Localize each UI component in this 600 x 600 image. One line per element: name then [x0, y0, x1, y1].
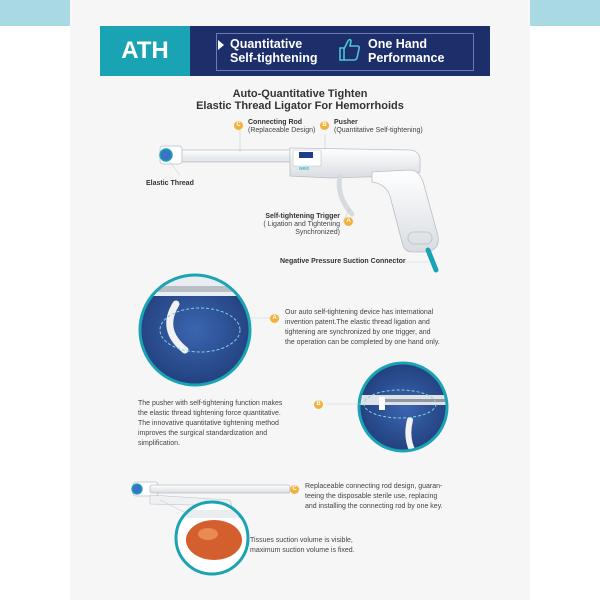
tagline-2-line-2: Performance [368, 51, 445, 65]
feature-a-badge: A [270, 314, 279, 323]
detail-circle-trigger [130, 270, 270, 390]
trigger-title: Self-tightening Trigger [265, 213, 340, 220]
pusher-title: Pusher [334, 119, 358, 126]
pusher-sub: (Quantitative Self-tightening) [334, 127, 423, 134]
feature-c-badge: C [290, 485, 299, 494]
feature-b-line: simplification. [138, 440, 181, 447]
badge-c: C [234, 121, 243, 130]
title-line-2: Elastic Thread Ligator For Hemorrhoids [196, 100, 404, 112]
trigger-label [218, 213, 340, 237]
feature-a-line: tightening are synchronized by one trigger, and [285, 329, 431, 336]
feature-b-line: improves the surgical standardization and [138, 430, 268, 437]
elastic-thread-label [146, 180, 194, 188]
connecting-rod-label [248, 119, 315, 135]
brand-label: ATH [100, 26, 190, 76]
tagline-1-line-1: Quantitative [230, 37, 303, 51]
suction-note-line: maximum suction volume is fixed. [250, 547, 355, 554]
ligator-device [160, 130, 438, 270]
feature-a-line: Our auto self-tightening device has international [285, 309, 434, 316]
detail-circle-pusher [326, 360, 455, 455]
badge-a: A [344, 217, 353, 226]
feature-b-line: the elastic thread tightening force quantitative. [138, 410, 281, 417]
title-line-1: Auto-Quantitative Tighten [232, 88, 368, 100]
trigger-sub: ( Ligation and Tightening Synchronized) [263, 221, 340, 236]
pusher-label [334, 119, 423, 135]
suction-note [250, 536, 410, 556]
connecting-rod-title: Connecting Rod [248, 119, 303, 126]
device-brand-mark: weio [299, 166, 310, 172]
feature-c-line: teeing the disposable sterile use, replacing [305, 493, 438, 500]
suction-note-line: Tissues suction volume is visible, [250, 537, 353, 544]
suction-connector-title: Negative Pressure Suction Connector [280, 258, 406, 265]
suction-connector-label [280, 258, 406, 266]
elastic-thread-title: Elastic Thread [146, 180, 194, 187]
feature-c-line: Replaceable connecting rod design, guaran- [305, 483, 443, 490]
feature-b-line: The innovative quantitative tightening method [138, 420, 279, 427]
feature-b-line: The pusher with self-tightening function makes [138, 400, 283, 407]
feature-a-line: the operation can be completed by one hand only. [285, 339, 440, 346]
feature-b-text [138, 399, 320, 449]
feature-a-text [285, 308, 475, 348]
feature-c-line: and installing the connecting rod by one key. [305, 503, 443, 510]
feature-b-badge: B [314, 400, 323, 409]
tagline-2-line-1: One Hand [368, 37, 428, 51]
feature-c-text [305, 482, 480, 512]
tagline-1-line-2: Self-tightening [230, 51, 318, 65]
feature-a-line: invention patent.The elastic thread ligation and [285, 319, 430, 326]
badge-b: B [320, 121, 329, 130]
connecting-rod-sub: (Replaceable Design) [248, 127, 316, 134]
